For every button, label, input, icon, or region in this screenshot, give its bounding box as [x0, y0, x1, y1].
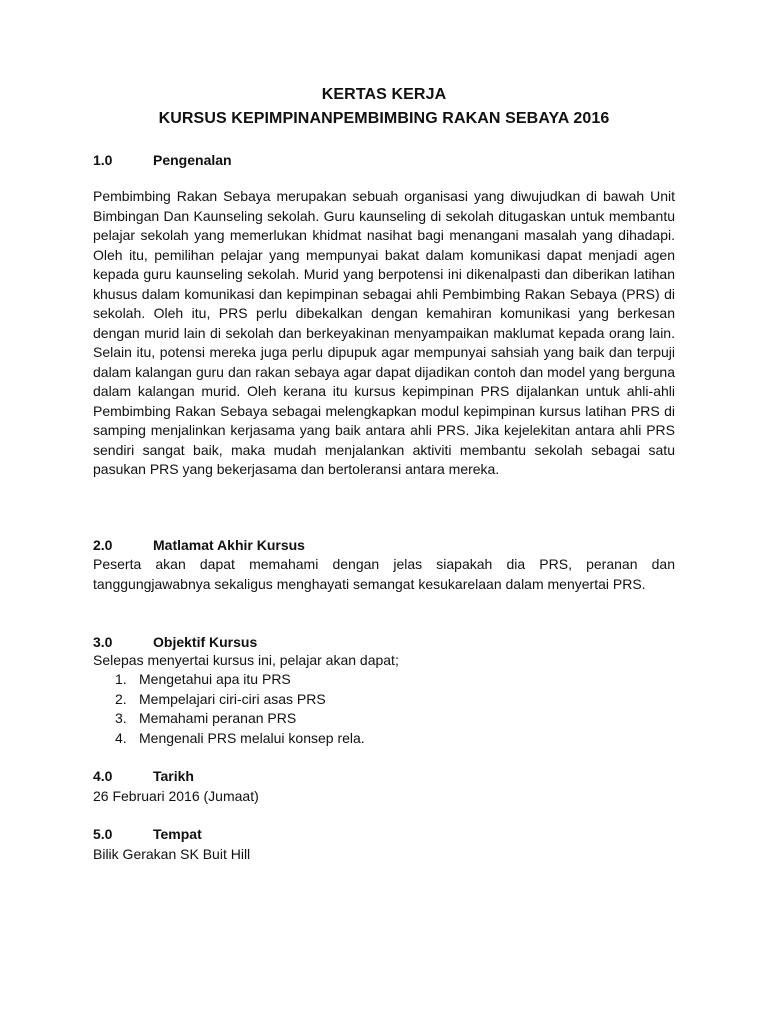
section-heading-matlamat	[93, 535, 305, 555]
list-item-text: Mengenali PRS melalui konsep rela.	[139, 729, 365, 746]
section-heading-pengenalan	[93, 150, 232, 170]
objektif-intro: Selepas menyertai kursus ini, pelajar akan dapat;	[93, 652, 399, 668]
section-heading-objektif	[93, 632, 257, 652]
section-title: Matlamat Akhir Kursus	[153, 537, 305, 553]
list-item-number: 2.	[115, 690, 127, 707]
section-number: 3.0	[93, 634, 113, 650]
section-number: 1.0	[93, 152, 113, 168]
list-item-number: 4.	[115, 729, 127, 746]
document-title: KERTAS KERJA	[321, 86, 447, 103]
section-title: Pengenalan	[153, 152, 232, 168]
list-item-text: Mengetahui apa itu PRS	[139, 671, 291, 687]
list-item	[93, 729, 365, 749]
section-title: Tarikh	[153, 768, 194, 784]
list-item	[93, 709, 365, 729]
list-item-text: Mempelajari ciri-ciri asas PRS	[139, 690, 326, 707]
section-title: Tempat	[153, 826, 202, 842]
section-number: 4.0	[93, 768, 113, 784]
section-heading-tempat	[93, 824, 202, 844]
list-item	[93, 690, 365, 710]
section-body-tarikh: 26 Februari 2016 (Jumaat)	[93, 788, 259, 804]
section-heading-tarikh	[93, 766, 194, 786]
list-item-text: Memahami peranan PRS	[139, 710, 297, 726]
list-item-number: 3.	[115, 710, 127, 726]
objektif-list	[93, 670, 365, 748]
section-title: Objektif Kursus	[153, 634, 258, 650]
section-number: 5.0	[93, 826, 113, 842]
section-body-tempat: Bilik Gerakan SK Buit Hill	[93, 846, 251, 862]
document-subtitle: KURSUS KEPIMPINANPEMBIMBING RAKAN SEBAYA 2016	[158, 110, 610, 127]
list-item	[93, 670, 365, 690]
section-number: 2.0	[93, 537, 113, 553]
list-item-number: 1.	[115, 671, 127, 687]
section-body-matlamat: Peserta akan dapat memahami dengan jelas siapakah dia PRS, peranan dan tanggungjawabnya sekaligus menghayati semangat kesukarelaan dalam menyertai PRS.	[93, 556, 675, 592]
section-body-pengenalan: Pembimbing Rakan Sebaya merupakan sebuah organisasi yang diwujudkan di bawah Unit Bimbingan Dan Kaunseling sekolah. Guru kaunseling di sekolah ditugaskan untuk membantu pelajar sekolah yang memerlukan khidmat nasihat bagi menangani masalah yang dihadapi. Oleh itu, pemilihan pelajar yang mempunyai bakat dalam komunikasi dapat menjadi agen kepada guru kaunseling sekolah. Murid yang berpotensi ini dikenalpasti dan diberikan latihan khusus dalam komunikasi dan kepimpinan sebagai ahli Pembimbing Rakan Sebaya (PRS) di sekolah. Oleh itu, PRS perlu dibekalkan dengan kemahiran komunikasi yang berkesan dengan murid lain di sekolah dan berkeyakinan menyampaikan maklumat kepada orang lain. Selain itu, potensi mereka juga perlu dipupuk agar mempunyai sahsiah yang baik dan terpuji dalam kalangan guru dan rakan sebaya agar dapat dijadikan contoh dan model yang berguna dalam kalangan murid. Oleh kerana itu kursus kepimpinan PRS dijalankan untuk ahli-ahli Pembimbing Rakan Sebaya sebagai melengkapkan modul kepimpinan kursus latihan PRS di samping menjalinkan kerjasama yang baik antara ahli PRS. Jika kejelekitan antara ahli PRS sendiri sangat baik, maka mudah menjalankan aktiviti membantu sekolah sebagai satu pasukan PRS yang bekerjasama dan bertoleransi antara mereka.	[93, 188, 675, 477]
